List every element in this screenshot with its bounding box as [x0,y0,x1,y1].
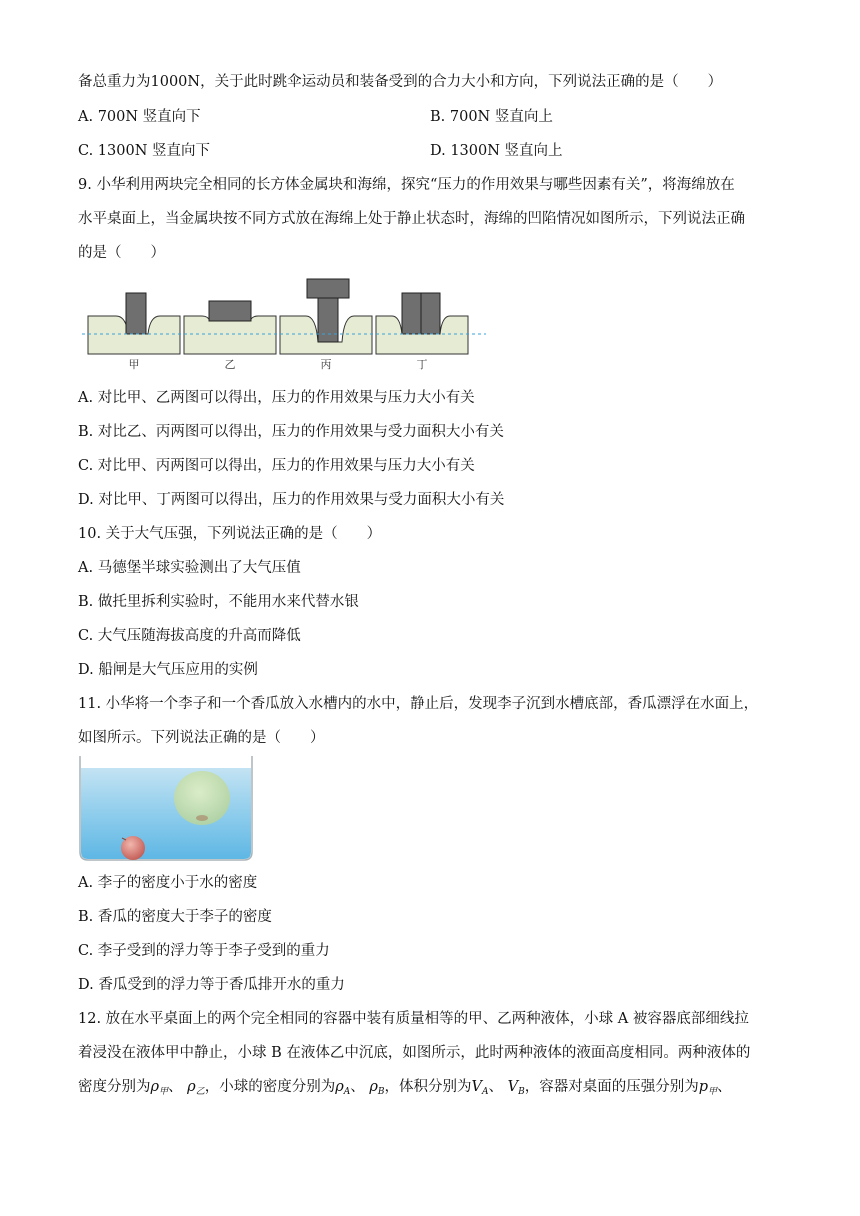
q12-stem-line1: 12. 放在水平桌面上的两个完全相同的容器中装有质量相等的甲、乙两种液体，小球 A 被容器底部细线拉 [78,1011,749,1027]
q11-option-c: C. 李子受到的浮力等于李子受到的重力 [78,943,330,959]
q9-option-b: B. 对比乙、丙两图可以得出，压力的作用效果与受力面积大小有关 [78,424,504,440]
q10-option-a: A. 马德堡半球实验测出了大气压值 [78,560,301,576]
q9-stem-line1: 9. 小华利用两块完全相同的长方体金属块和海绵，探究“压力的作用效果与哪些因素有关”，将海绵放在 [78,177,735,193]
q12-text-ball-density: ，小球的密度分别为 [204,1079,336,1095]
q12-stem-line3: 密度分别为$\rho_甲$、 $\rho_乙$，小球的密度分别为$\rho_A$、 $\rho_B$，体积分别为$V_A$、 $V_B$，容器对桌面的压强分别为$p_甲$、 [78,1079,732,1097]
q12-stem-line2: 着浸没在液体甲中静止，小球 B 在液体乙中沉底，如图所示，此时两种液体的液面高度相同。两种液体的 [78,1045,751,1061]
rho-a: $\rho_A$ [335,1079,351,1097]
q9-stem-line2: 水平桌面上，当金属块按不同方式放在海绵上处于静止状态时，海绵的凹陷情况如图所示，下列说法正确 [78,211,745,227]
q8-option-b: B. 700N 竖直向上 [430,109,553,125]
metal-block-ding-right [421,293,440,334]
rho-b: $\rho_B$ [369,1079,385,1097]
q12-text-pressure: ，容器对桌面的压强分别为 [524,1079,699,1095]
sponge-figure [82,276,492,372]
pressure-jia: $p_甲$ [698,1079,718,1097]
q9-option-d: D. 对比甲、丁两图可以得出，压力的作用效果与受力面积大小有关 [78,492,505,508]
label-jia: 甲 [128,358,140,371]
q11-stem-line2: 如图所示。下列说法正确的是（ ） [78,730,325,746]
q12-text-volume: ，体积分别为 [384,1079,472,1095]
label-bing: 丙 [320,358,332,371]
q8-option-a: A. 700N 竖直向下 [78,109,201,125]
rho-jia: $\rho_甲$ [150,1079,169,1097]
q11-option-d: D. 香瓜受到的浮力等于香瓜排开水的重力 [78,977,345,993]
water [81,768,251,859]
rho-yi: $\rho_乙$ [187,1079,205,1097]
water-tank-figure [78,756,254,864]
label-yi: 乙 [224,358,236,371]
sponge-jia [88,293,180,354]
q11-option-b: B. 香瓜的密度大于李子的密度 [78,909,272,925]
melon-stem-spot [196,815,208,821]
q10-option-b: B. 做托里拆利实验时，不能用水来代替水银 [78,594,359,610]
metal-block-yi [209,301,251,321]
label-ding: 丁 [416,358,428,371]
metal-block-bing-lower [318,298,338,342]
q9-option-a: A. 对比甲、乙两图可以得出，压力的作用效果与压力大小有关 [78,390,475,406]
q9-stem-line3: 的是（ ） [78,245,165,261]
q11-option-a: A. 李子的密度小于水的密度 [78,875,258,891]
sponge-yi [184,301,276,354]
volume-b: $V_B$ [507,1079,525,1097]
q10-stem: 10. 关于大气压强，下列说法正确的是（ ） [78,526,382,542]
q8-option-c: C. 1300N 竖直向下 [78,143,210,159]
q8-stem: 备总重力为1000N，关于此时跳伞运动员和装备受到的合力大小和方向，下列说法正确的是（ ） [78,74,723,90]
sponge-bing [280,279,372,354]
metal-block-bing-upper [307,279,349,298]
sponge-ding [376,293,468,354]
q12-text-density: 密度分别为 [78,1079,151,1095]
metal-block-ding-left [402,293,421,334]
q10-option-c: C. 大气压随海拔高度的升高而降低 [78,628,301,644]
metal-block-jia [126,293,146,334]
q11-stem-line1: 11. 小华将一个李子和一个香瓜放入水槽内的水中，静止后，发现李子沉到水槽底部，香瓜漂浮在水面上， [78,696,759,712]
q9-option-c: C. 对比甲、丙两图可以得出，压力的作用效果与压力大小有关 [78,458,475,474]
q8-option-d: D. 1300N 竖直向上 [430,143,563,159]
volume-a: $V_A$ [471,1079,489,1097]
q10-option-d: D. 船闸是大气压应用的实例 [78,662,258,678]
